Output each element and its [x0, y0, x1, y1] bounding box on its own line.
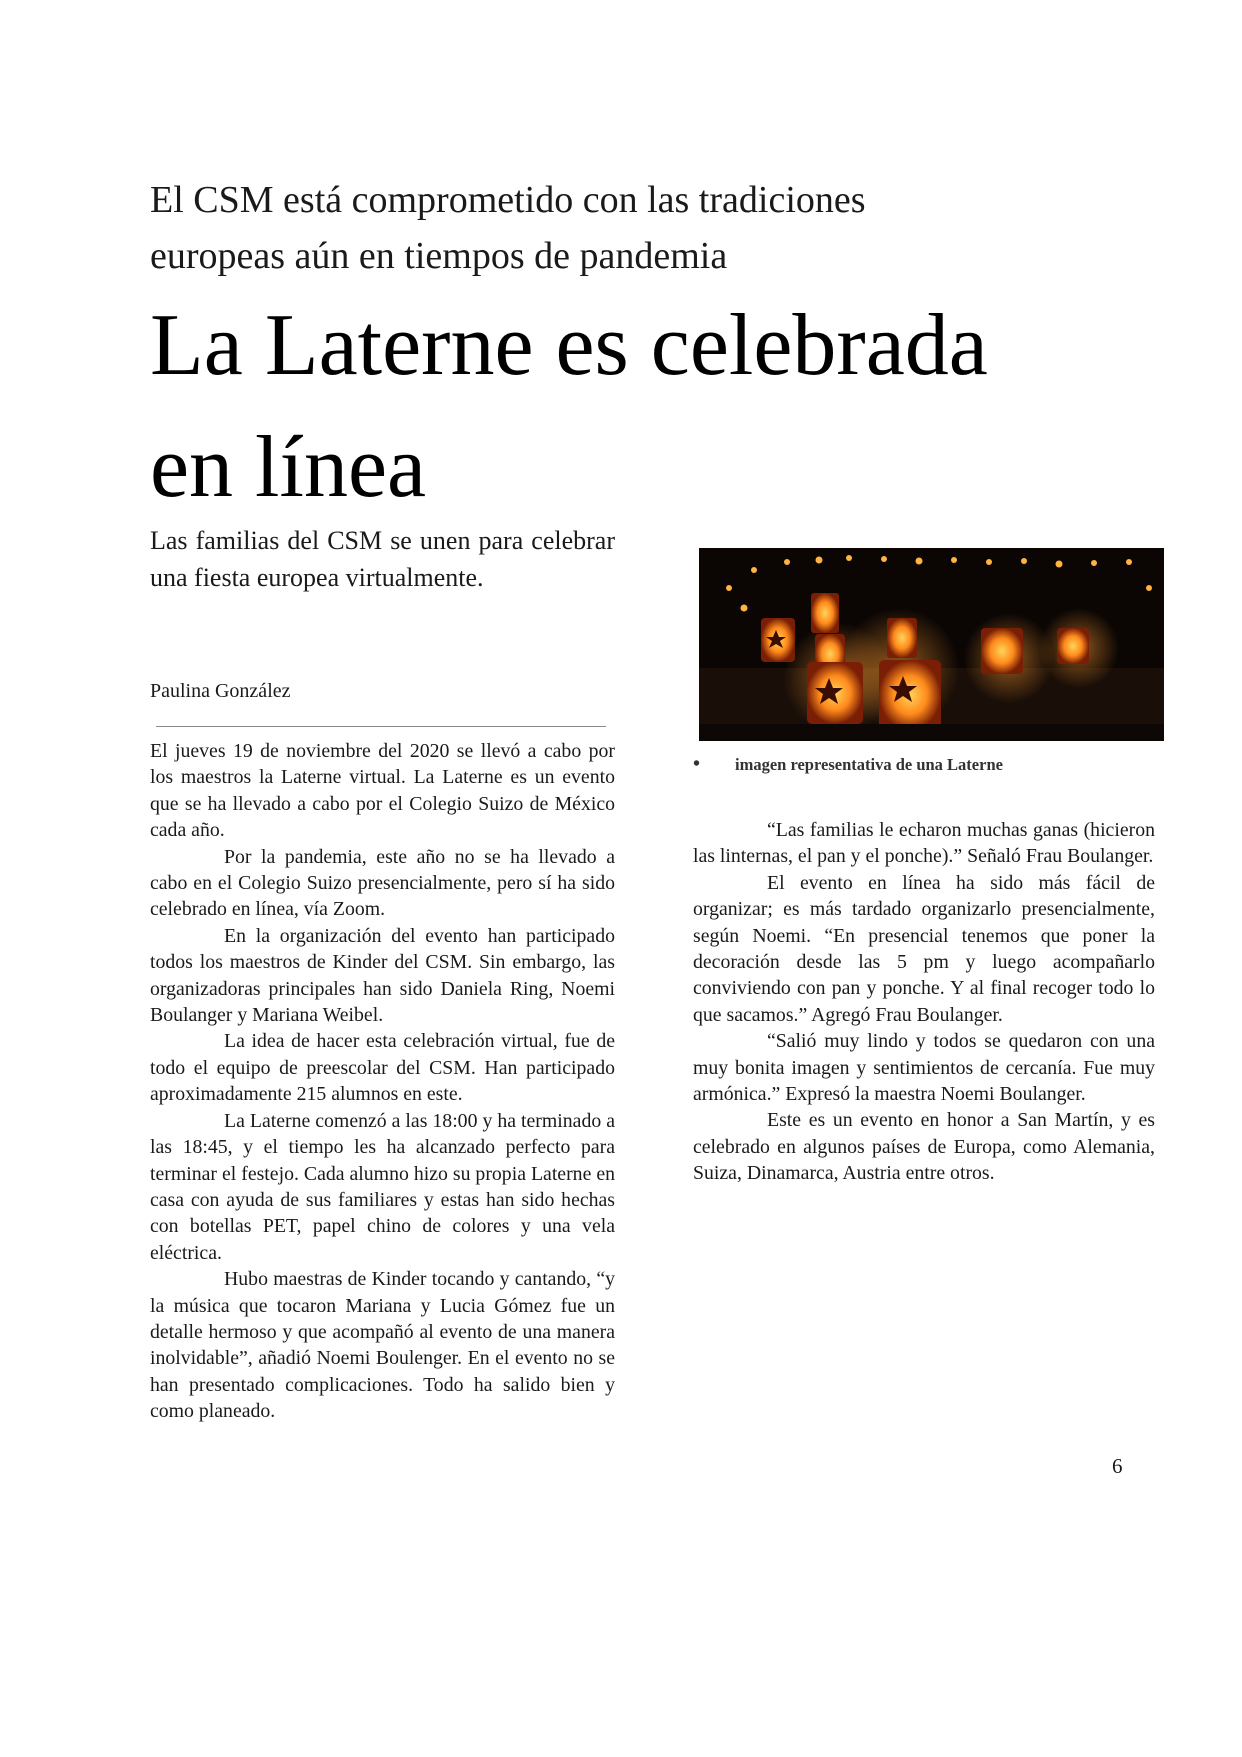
paragraph: La idea de hacer esta celebración virtual, fue de todo el equipo de preescolar del CSM. Han participado aproximadamente 215 alumnos en este. — [150, 1030, 615, 1106]
paragraph: La Laterne comenzó a las 18:00 y ha terminado a las 18:45, y el tiempo les ha alcanzado perfecto para terminar el festejo. Cada alumno hizo su propia Laterne en casa con ayuda de sus familiares y estas han sido hechas con botellas PET, papel chino de colores y una vela eléctrica. — [150, 1109, 615, 1264]
paragraph: El evento en línea ha sido más fácil de organizar; es más tardado organizarlo presencialmente, según Noemi. “En presencial tenemos que poner la decoración desde las 5 pm y luego acompañarlo conviviendo con pan y ponche. Y al final recoger todo lo que sacamos.” Agregó Frau Boulanger. — [693, 871, 1155, 1026]
paragraph: “Las familias le echaron muchas ganas (hicieron las linternas, el pan y el ponche).” Señaló Frau Boulanger. — [693, 819, 1155, 868]
paragraph: Hubo maestras de Kinder tocando y cantando, “y la música que tocaron Mariana y Lucia Gómez fue un detalle hermoso y que acompañó al evento de una manera inolvidable”, añadió Noemi Boulenger. En el evento no se han presentado complicaciones. Todo ha salido bien y como planeado. — [150, 1268, 615, 1423]
bullet-icon: • — [693, 753, 701, 775]
photo-caption-text: imagen representativa de una Laterne — [735, 755, 1003, 774]
article-byline: Paulina González — [150, 680, 291, 702]
paragraph: En la organización del evento han participado todos los maestros de Kinder del CSM. Sin embargo, las organizadoras principales han sido Daniela Ring, Noemi Boulanger y Mariana Weibel. — [150, 924, 615, 1027]
lanterns-photo — [699, 548, 1164, 741]
paragraph: El jueves 19 de noviembre del 2020 se llevó a cabo por los maestros la Laterne virtual. La Laterne es un evento que se ha llevado a cabo por el Colegio Suizo de México cada año. — [150, 740, 615, 842]
byline-divider — [156, 726, 606, 727]
paragraph: “Salió muy lindo y todos se quedaron con una muy bonita imagen y sentimientos de cercanía. Fue muy armónica.” Expresó la maestra Noemi Boulanger. — [693, 1030, 1155, 1106]
article-kicker: El CSM está comprometido con las tradiciones europeas aún en tiempos de pandemia — [150, 179, 866, 277]
article-subhead: Las familias del CSM se unen para celebrar una fiesta europea virtualmente. — [150, 526, 615, 592]
paragraph: Por la pandemia, este año no se ha llevado a cabo en el Colegio Suizo presencialmente, pero sí ha sido celebrado en línea, vía Zoom. — [150, 845, 615, 921]
photo-caption — [693, 753, 1003, 776]
article-left-column — [150, 738, 615, 1425]
article-right-column — [693, 817, 1155, 1187]
page-number: 6 — [1112, 1454, 1123, 1478]
article-headline: La Laterne es celebrada en línea — [150, 297, 988, 516]
paragraph: Este es un evento en honor a San Martín, y es celebrado en algunos países de Europa, como Alemania, Suiza, Dinamarca, Austria entre otros. — [693, 1109, 1155, 1185]
